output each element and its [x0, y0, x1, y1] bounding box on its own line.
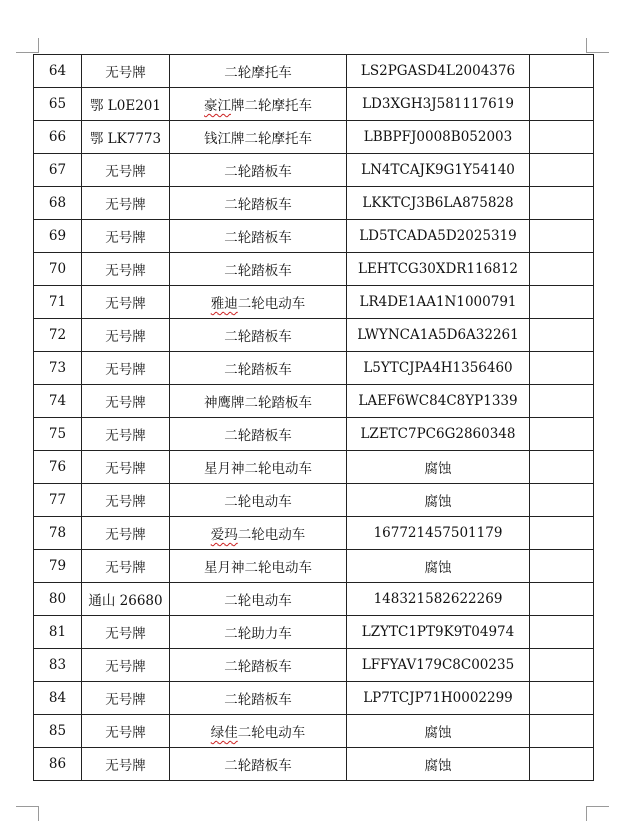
table-row	[34, 418, 594, 451]
cell-index: 71	[34, 286, 82, 319]
cell-vehicle-type: 二轮踏板车	[170, 649, 347, 682]
cell-plate: 鄂 LK7773	[82, 121, 170, 154]
cell-index: 84	[34, 682, 82, 715]
cell-plate: 无号牌	[82, 550, 170, 583]
cell-vin: LR4DE1AA1N1000791	[347, 286, 530, 319]
cell-vin: 腐蚀	[347, 715, 530, 748]
vehicle-table-body	[34, 55, 594, 781]
cell-vin: LAEF6WC84C8YP1339	[347, 385, 530, 418]
cell-index: 69	[34, 220, 82, 253]
cell-vin: 腐蚀	[347, 550, 530, 583]
cell-plate: 无号牌	[82, 319, 170, 352]
table-row	[34, 319, 594, 352]
table-row	[34, 682, 594, 715]
table-row	[34, 550, 594, 583]
cell-plate: 无号牌	[82, 154, 170, 187]
cell-vin: LWYNCA1A5D6A32261	[347, 319, 530, 352]
table-row	[34, 748, 594, 781]
cell-vin: LN4TCAJK9G1Y54140	[347, 154, 530, 187]
table-row	[34, 451, 594, 484]
cell-vin: LFFYAV179C8C00235	[347, 649, 530, 682]
cell-vehicle-type: 二轮踏板车	[170, 154, 347, 187]
cell-remark	[530, 286, 594, 319]
cell-remark	[530, 418, 594, 451]
cell-plate: 无号牌	[82, 253, 170, 286]
cell-plate: 无号牌	[82, 715, 170, 748]
cell-vin: LZYTC1PT9K9T04974	[347, 616, 530, 649]
table-row	[34, 220, 594, 253]
cell-remark	[530, 715, 594, 748]
cell-vehicle-type: 二轮助力车	[170, 616, 347, 649]
cell-remark	[530, 616, 594, 649]
cell-remark	[530, 484, 594, 517]
cell-remark	[530, 385, 594, 418]
cell-index: 68	[34, 187, 82, 220]
cell-vin: L5YTCJPA4H1356460	[347, 352, 530, 385]
cell-remark	[530, 187, 594, 220]
table-row	[34, 187, 594, 220]
cell-vehicle-type: 雅迪二轮电动车	[170, 286, 347, 319]
cell-vehicle-type: 二轮踏板车	[170, 220, 347, 253]
cell-remark	[530, 154, 594, 187]
cell-index: 86	[34, 748, 82, 781]
cell-remark	[530, 88, 594, 121]
cell-plate: 无号牌	[82, 220, 170, 253]
cell-index: 85	[34, 715, 82, 748]
cell-vin: 腐蚀	[347, 484, 530, 517]
cell-plate: 无号牌	[82, 517, 170, 550]
cell-plate: 无号牌	[82, 682, 170, 715]
cell-index: 78	[34, 517, 82, 550]
cell-index: 67	[34, 154, 82, 187]
cell-vehicle-type: 二轮踏板车	[170, 418, 347, 451]
cell-plate: 无号牌	[82, 286, 170, 319]
cell-index: 75	[34, 418, 82, 451]
cell-vehicle-type: 二轮踏板车	[170, 187, 347, 220]
crop-mark-top-left	[16, 38, 39, 53]
cell-vehicle-type: 爱玛二轮电动车	[170, 517, 347, 550]
table-row	[34, 484, 594, 517]
crop-mark-top-right	[586, 38, 609, 53]
cell-remark	[530, 550, 594, 583]
cell-vehicle-type: 二轮踏板车	[170, 352, 347, 385]
cell-vin: 148321582622269	[347, 583, 530, 616]
cell-index: 65	[34, 88, 82, 121]
vehicle-table	[33, 54, 594, 781]
cell-vin: 腐蚀	[347, 748, 530, 781]
cell-plate: 无号牌	[82, 187, 170, 220]
cell-remark	[530, 220, 594, 253]
cell-plate: 鄂 L0E201	[82, 88, 170, 121]
table-row	[34, 583, 594, 616]
cell-vehicle-type: 二轮摩托车	[170, 55, 347, 88]
cell-vin: LD3XGH3J581117619	[347, 88, 530, 121]
crop-mark-bottom-right	[586, 806, 609, 821]
cell-vehicle-type: 二轮电动车	[170, 583, 347, 616]
cell-remark	[530, 649, 594, 682]
cell-plate: 无号牌	[82, 418, 170, 451]
cell-index: 64	[34, 55, 82, 88]
cell-index: 76	[34, 451, 82, 484]
cell-plate: 无号牌	[82, 385, 170, 418]
cell-vehicle-type: 钱江牌二轮摩托车	[170, 121, 347, 154]
table-row	[34, 121, 594, 154]
cell-index: 79	[34, 550, 82, 583]
cell-vehicle-type: 神鹰牌二轮踏板车	[170, 385, 347, 418]
cell-remark	[530, 253, 594, 286]
cell-plate: 无号牌	[82, 484, 170, 517]
cell-plate: 无号牌	[82, 451, 170, 484]
cell-vin: LP7TCJP71H0002299	[347, 682, 530, 715]
cell-vin: LS2PGASD4L2004376	[347, 55, 530, 88]
table-row	[34, 154, 594, 187]
crop-mark-bottom-left	[16, 806, 39, 821]
cell-vehicle-type: 豪江牌二轮摩托车	[170, 88, 347, 121]
cell-index: 70	[34, 253, 82, 286]
cell-index: 81	[34, 616, 82, 649]
cell-vin: LZETC7PC6G2860348	[347, 418, 530, 451]
cell-remark	[530, 319, 594, 352]
cell-remark	[530, 451, 594, 484]
cell-remark	[530, 55, 594, 88]
cell-remark	[530, 121, 594, 154]
cell-index: 77	[34, 484, 82, 517]
cell-vin: LD5TCADA5D2025319	[347, 220, 530, 253]
table-row	[34, 715, 594, 748]
table-row	[34, 385, 594, 418]
cell-vehicle-type: 二轮踏板车	[170, 682, 347, 715]
cell-plate: 无号牌	[82, 748, 170, 781]
cell-index: 80	[34, 583, 82, 616]
table-row	[34, 88, 594, 121]
cell-plate: 无号牌	[82, 55, 170, 88]
cell-index: 66	[34, 121, 82, 154]
cell-plate: 无号牌	[82, 616, 170, 649]
cell-vin: LBBPFJ0008B052003	[347, 121, 530, 154]
table-row	[34, 517, 594, 550]
table-row	[34, 616, 594, 649]
cell-vehicle-type: 二轮踏板车	[170, 253, 347, 286]
table-row	[34, 55, 594, 88]
cell-remark	[530, 517, 594, 550]
table-row	[34, 286, 594, 319]
cell-vin: LKKTCJ3B6LA875828	[347, 187, 530, 220]
cell-vehicle-type: 绿佳二轮电动车	[170, 715, 347, 748]
cell-plate: 无号牌	[82, 352, 170, 385]
table-row	[34, 649, 594, 682]
cell-vehicle-type: 二轮踏板车	[170, 748, 347, 781]
cell-vehicle-type: 二轮电动车	[170, 484, 347, 517]
cell-index: 74	[34, 385, 82, 418]
cell-vehicle-type: 星月神二轮电动车	[170, 550, 347, 583]
cell-remark	[530, 352, 594, 385]
cell-vehicle-type: 星月神二轮电动车	[170, 451, 347, 484]
cell-plate: 无号牌	[82, 649, 170, 682]
cell-remark	[530, 682, 594, 715]
cell-vehicle-type: 二轮踏板车	[170, 319, 347, 352]
cell-index: 72	[34, 319, 82, 352]
cell-index: 83	[34, 649, 82, 682]
table-row	[34, 253, 594, 286]
cell-vin: LEHTCG30XDR116812	[347, 253, 530, 286]
cell-remark	[530, 748, 594, 781]
cell-vin: 腐蚀	[347, 451, 530, 484]
table-row	[34, 352, 594, 385]
cell-remark	[530, 583, 594, 616]
cell-plate: 通山 26680	[82, 583, 170, 616]
cell-vin: 167721457501179	[347, 517, 530, 550]
cell-index: 73	[34, 352, 82, 385]
